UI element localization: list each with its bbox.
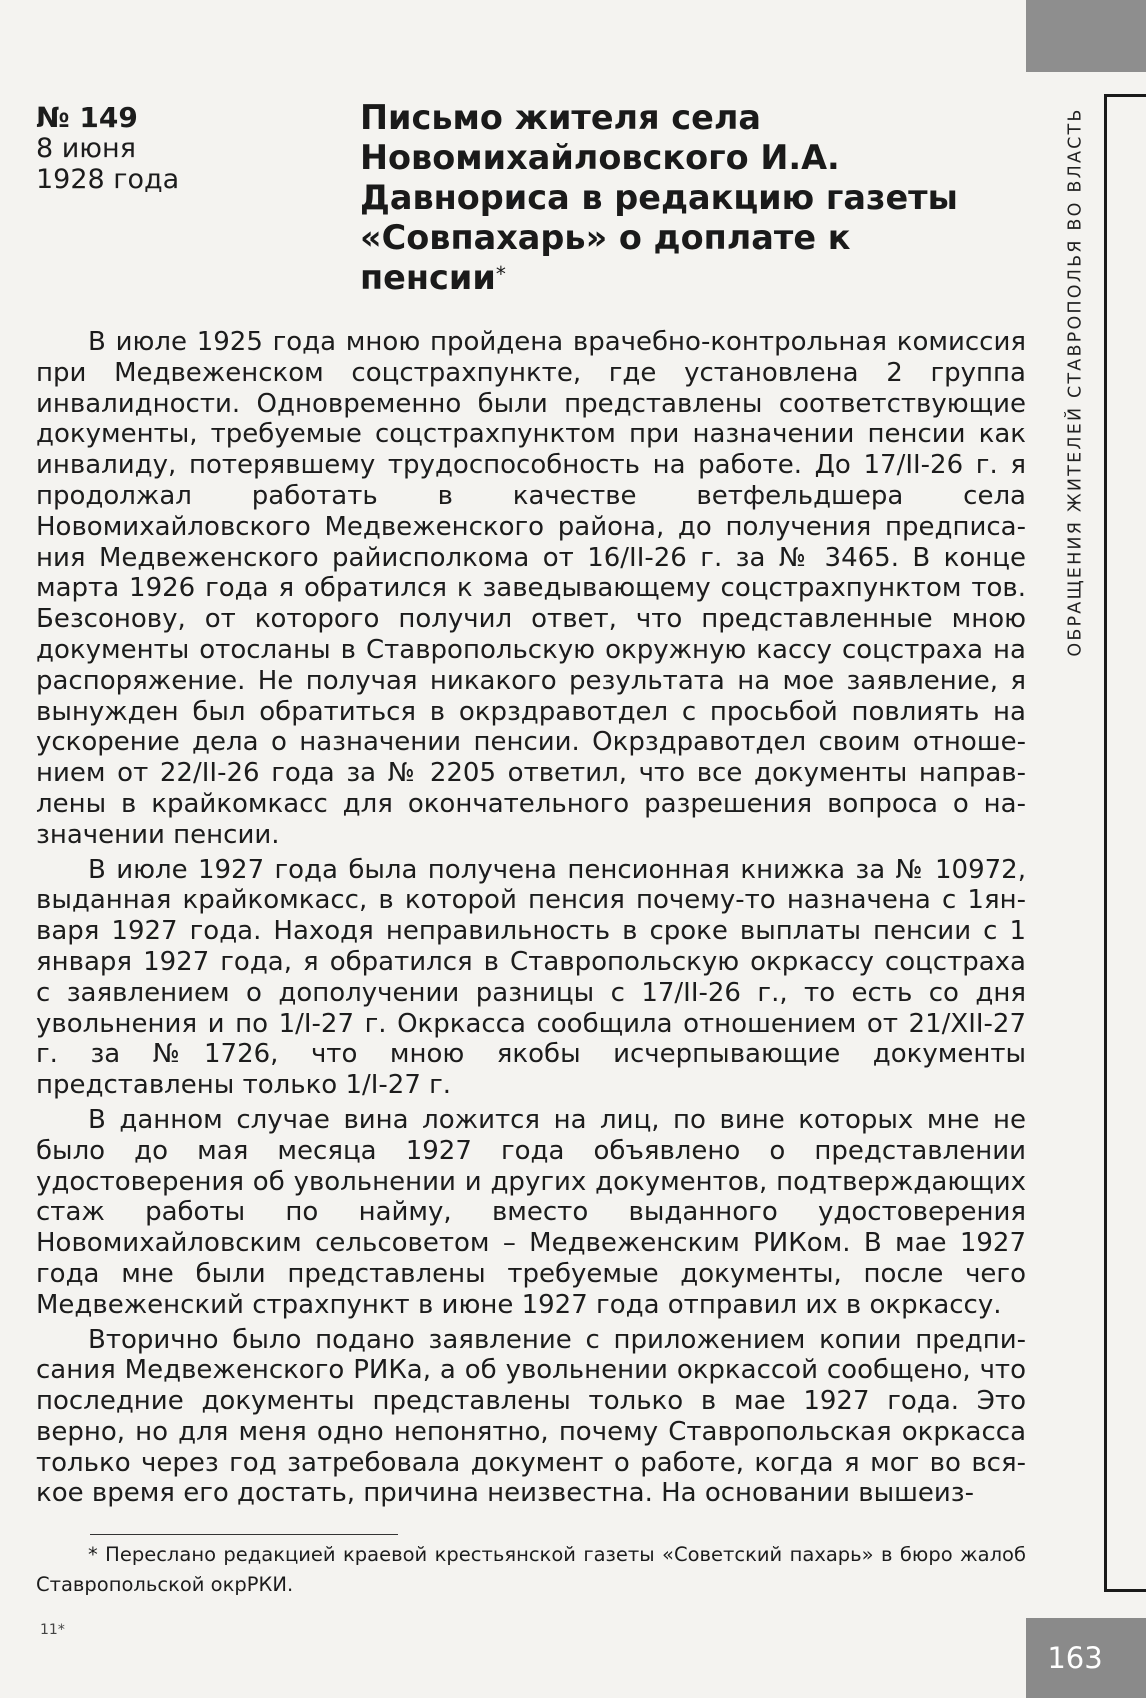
paragraph: В июле 1927 года была получена пенсионная книжка за № 10972, выданная крайкомкасс, в которой пенсия почему-то назначена с 1января 1927 года. Находя неправильность в сроке выплаты пенсии с 1 января 1927 года, я обратился в Ставропольскую окркассу соцстраха с заявлением о дополучении разницы с 17/II-26 г., то есть со дня увольнения и по 1/I-27 г. Окркасса сообщила отношением от 21/XII-27 г. за №1726, что мною якобы исчерпывающие документы представлены только 1/I-27 г.: [36, 854, 1026, 1101]
document-date-year: 1928 года: [36, 164, 180, 195]
document-number: № 149: [36, 101, 138, 134]
footnote: * Переслано редакцией краевой крестьянской газеты «Советский пахарь» в бюро жалоб Ставропольской окрРКИ.: [36, 1543, 1026, 1596]
side-frame: [1104, 94, 1146, 1592]
side-section-title-text: ОБРАЩЕНИЯ ЖИТЕЛЕЙ СТАВРОПОЛЬЯ ВО ВЛАСТЬ: [1066, 107, 1087, 657]
document-body: [36, 327, 1026, 1513]
footnote-separator: [90, 1534, 398, 1535]
document-date-day: 8 июня: [36, 133, 136, 164]
paragraph: Вторично было подано заявление с приложением копии предписания Медвеженского РИКа, а об увольнении окркассой сообщено, что последние документы представлены только в мае 1927 года. Это верно, но для меня одно непонятно, почему Ставропольская окркасса только через год затребовала документ о работе, когда я мог во всякое время его достать, причина неизвестна. На основании вышеиз-: [36, 1324, 1026, 1509]
top-corner-tab: [1026, 0, 1146, 72]
paragraph: В июле 1925 года мною пройдена врачебно-контрольная комиссия при Медвеженском соцстрахпункте, где установлена 2 группа инвалидности. Одновременно были представлены соответствующие документы, требуемые соцстрахпунктом при назначении пенсии как инвалиду, потерявшему трудоспособность на работе. До 17/II-26 г. я продолжал работать в качестве ветфельдшера села Новомихайловского Медвеженского района, до получения предписания Медвеженского райисполкома от 16/II-26 г. за № 3465. В конце марта 1926 года я обратился к заведывающему соцстрахпунктом тов. Безсонову, от которого получил ответ, что представленные мною документы отосланы в Ставропольскую окружную кассу соцстраха на распоряжение. Не получая никакого результата на мое заявление, я вынужден был обратиться в окрздравотдел с просьбой повлиять на ускорение дела о назначении пенсии. Окрздравотдел своим отношением от 22/II-26 года за № 2205 ответил, что все документы направлены в крайкомкасс для окончательного разрешения вопроса о назначении пенсии.: [36, 327, 1026, 850]
footnote-marker: *: [495, 262, 506, 286]
document-title-text: Письмо жителя села Новомихайловского И.А. Давнориса в редакцию газеты «Совпахарь» о доплате к пенсии: [360, 98, 958, 297]
paragraph: В данном случае вина ложится на лиц, по вине которых мне не было до мая месяца 1927 года объявлено о представлении удостоверения об увольнении и других документов, подтверждающих стаж работы по найму, вместо выданного удостоверения Новомихайловским сельсоветом – Медвеженским РИКом. В мае 1927 года мне были представлены требуемые документы, после чего Медвеженский страхпункт в июне 1927 года отправил их в окркассу.: [36, 1104, 1026, 1320]
document-title: [360, 98, 980, 298]
page-number: 163: [1026, 1618, 1146, 1698]
printer-signature-mark: 11*: [40, 1622, 65, 1638]
side-section-title: [1052, 92, 1100, 672]
document-meta: [36, 102, 266, 195]
